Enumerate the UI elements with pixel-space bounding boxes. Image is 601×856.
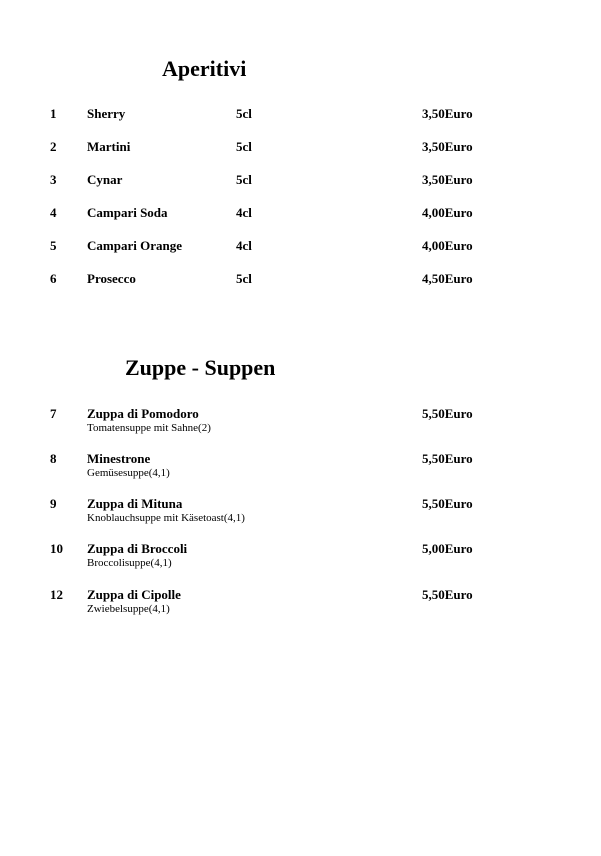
menu-row-aperitivo: [0, 106, 601, 126]
menu-row-zuppa: [0, 587, 601, 623]
item-number: 3: [50, 172, 57, 187]
item-volume: 5cl: [236, 106, 252, 121]
item-name: Campari Orange: [87, 238, 182, 253]
item-name: Prosecco: [87, 271, 136, 286]
item-price: 5,50Euro: [422, 406, 473, 421]
item-number: 9: [50, 496, 57, 511]
item-number: 12: [50, 587, 63, 602]
item-number: 2: [50, 139, 57, 154]
item-name: Sherry: [87, 106, 126, 121]
item-name: Zuppa di Cipolle: [87, 587, 181, 602]
item-number: 10: [50, 541, 63, 556]
menu-row-zuppa: [0, 406, 601, 442]
item-name: Zuppa di Mituna: [87, 496, 183, 511]
item-description: Zwiebelsuppe(4,1): [87, 603, 170, 615]
menu-row-aperitivo: [0, 172, 601, 192]
item-volume: 4cl: [236, 238, 252, 253]
item-price: 3,50Euro: [422, 172, 473, 187]
item-volume: 5cl: [236, 271, 252, 286]
item-price: 5,50Euro: [422, 496, 473, 511]
item-description: Gemüsesuppe(4,1): [87, 467, 170, 479]
item-price: 5,50Euro: [422, 587, 473, 602]
item-price: 3,50Euro: [422, 106, 473, 121]
menu-row-aperitivo: [0, 271, 601, 291]
item-name: Martini: [87, 139, 131, 154]
item-name: Cynar: [87, 172, 123, 187]
item-volume: 4cl: [236, 205, 252, 220]
item-price: 4,00Euro: [422, 238, 473, 253]
menu-row-aperitivo: [0, 238, 601, 258]
item-volume: 5cl: [236, 139, 252, 154]
item-number: 1: [50, 106, 57, 121]
item-price: 3,50Euro: [422, 139, 473, 154]
item-volume: 5cl: [236, 172, 252, 187]
section-title-zuppe: Zuppe - Suppen: [125, 355, 276, 380]
item-price: 5,50Euro: [422, 451, 473, 466]
item-number: 8: [50, 451, 57, 466]
item-number: 6: [50, 271, 57, 286]
item-description: Broccolisuppe(4,1): [87, 557, 172, 569]
item-description: Tomatensuppe mit Sahne(2): [87, 422, 211, 434]
menu-row-aperitivo: [0, 139, 601, 159]
item-number: 4: [50, 205, 57, 220]
menu-row-zuppa: [0, 451, 601, 487]
item-name: Zuppa di Pomodoro: [87, 406, 199, 421]
item-price: 4,00Euro: [422, 205, 473, 220]
section-title-aperitivi: Aperitivi: [162, 56, 247, 81]
menu-row-aperitivo: [0, 205, 601, 225]
item-name: Campari Soda: [87, 205, 168, 220]
item-price: 5,00Euro: [422, 541, 473, 556]
item-name: Zuppa di Broccoli: [87, 541, 188, 556]
item-description: Knoblauchsuppe mit Käsetoast(4,1): [87, 512, 245, 524]
item-name: Minestrone: [87, 451, 151, 466]
item-price: 4,50Euro: [422, 271, 473, 286]
item-number: 5: [50, 238, 57, 253]
menu-row-zuppa: [0, 496, 601, 532]
menu-row-zuppa: [0, 541, 601, 577]
item-number: 7: [50, 406, 57, 421]
